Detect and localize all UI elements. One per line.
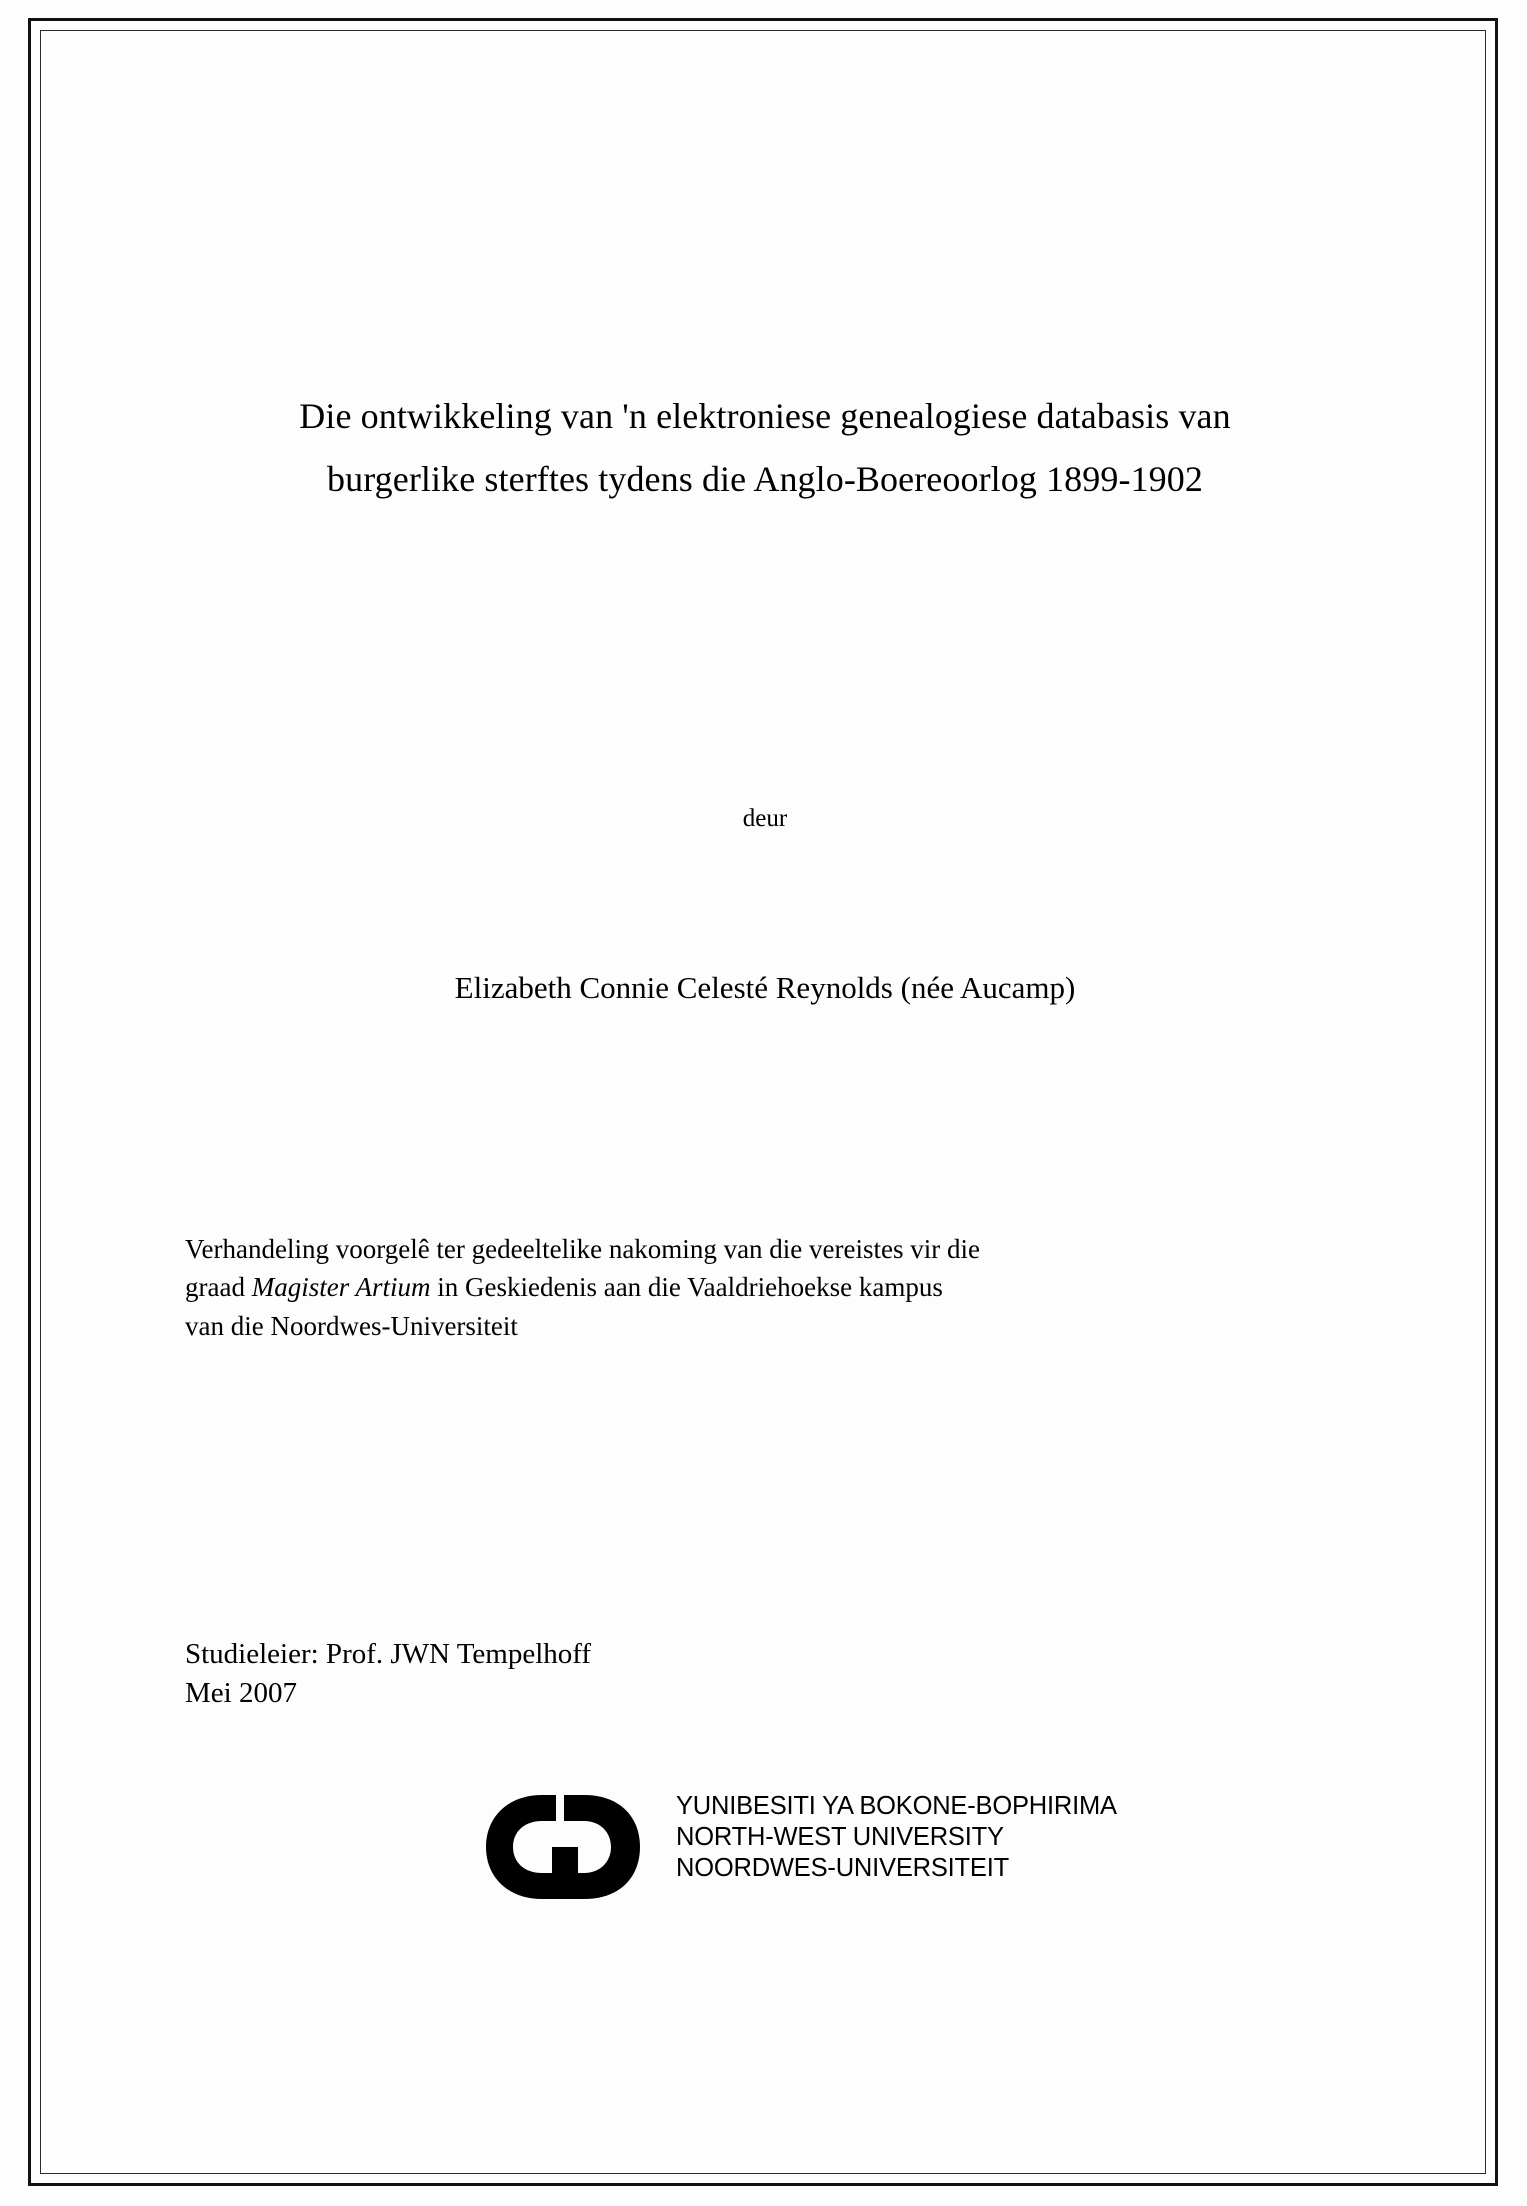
logo-text-line-2: NORTH-WEST UNIVERSITY: [676, 1823, 1004, 1852]
degree-statement-line-3: van die Noordwes-Universiteit: [185, 1310, 518, 1341]
degree-name: Magister Artium: [251, 1272, 431, 1303]
logo-text-line-3: NOORDWES-UNIVERSITEIT: [676, 1854, 1009, 1883]
title-line-1: Die ontwikkeling van 'n elektroniese genealogiese databasis van: [299, 396, 1231, 436]
degree-statement-line-2-prefix: graad: [185, 1272, 252, 1303]
degree-statement-line-2: [185, 1268, 1333, 1306]
north-west-university-logo-icon: [480, 1791, 670, 1903]
supervisor-block: [185, 1635, 985, 1713]
degree-statement-line-1: Verhandeling voorgelê ter gedeeltelike nakoming van die vereistes vir die: [185, 1234, 980, 1264]
title-page-content: [150, 30, 1380, 2170]
submission-date: Mei 2007: [185, 1677, 297, 1710]
supervisor-name: Studieleier: Prof. JWN Tempelhoff: [185, 1638, 592, 1670]
university-logo-block: [480, 1785, 1180, 1915]
title-line-2: burgerlike sterftes tydens die Anglo-Boereoorlog 1899-1902: [327, 459, 1203, 499]
logo-text-line-1: YUNIBESITI YA BOKONE-BOPHIRIMA: [676, 1792, 1117, 1820]
degree-statement: [185, 1230, 1333, 1345]
by-label: deur: [742, 805, 788, 832]
author-name: Elizabeth Connie Celesté Reynolds (née Aucamp): [454, 970, 1076, 1005]
degree-statement-line-2-suffix: in Geskiedenis aan die Vaaldriehoekse kampus: [430, 1272, 943, 1303]
university-logo-text: [676, 1791, 1117, 1884]
page-title: [180, 385, 1350, 511]
